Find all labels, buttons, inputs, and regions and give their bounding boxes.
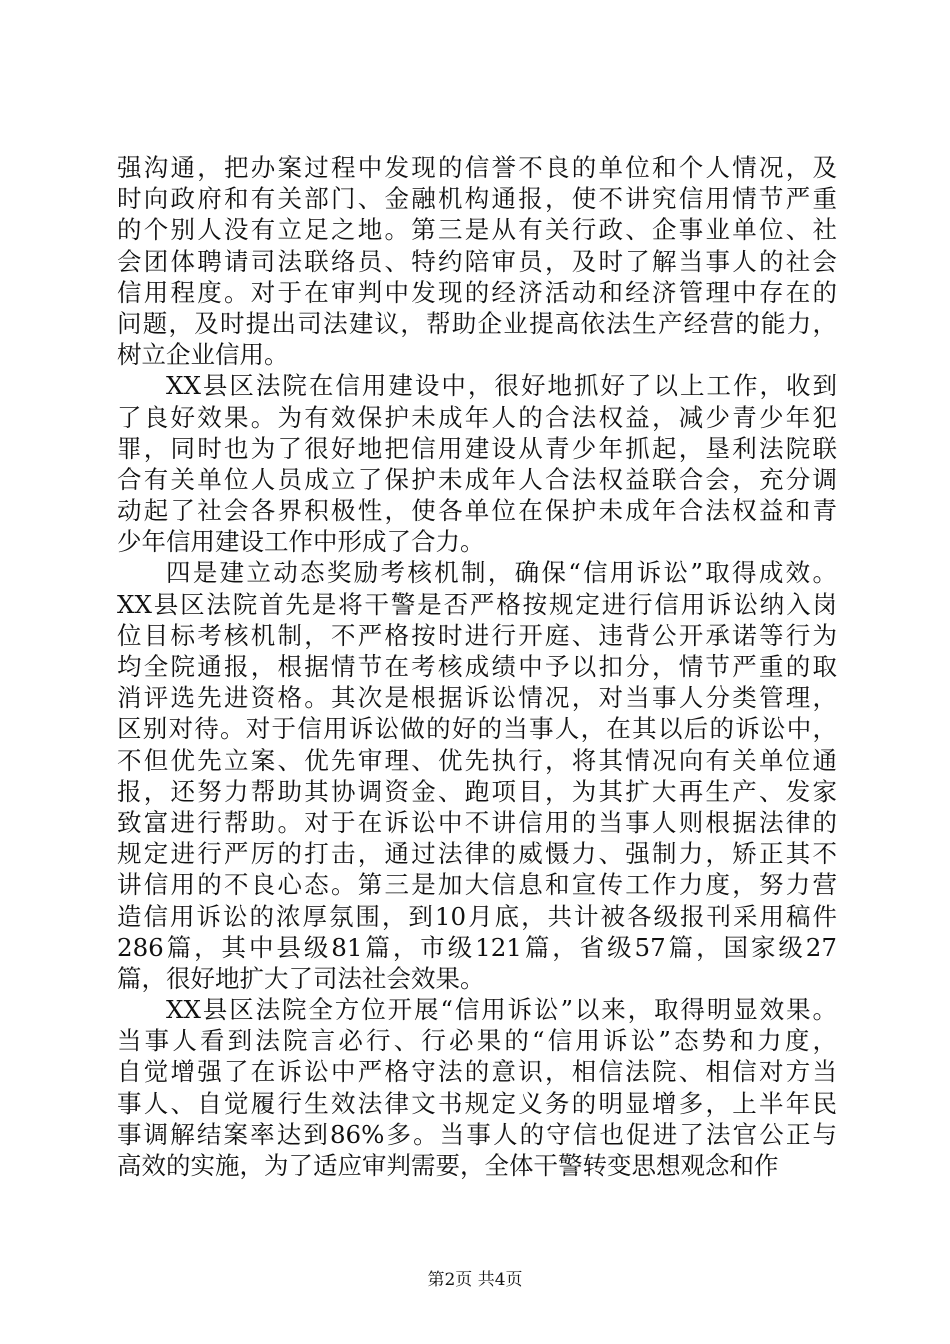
- text-line: 树立企业信用。: [117, 340, 289, 370]
- text-line: 报，还努力帮助其协调资金、跑项目，为其扩大再生产、发家: [117, 776, 837, 806]
- page-footer: [0, 1270, 950, 1290]
- text-line: 了良好效果。为有效保护未成年人的合法权益，减少青少年犯: [117, 402, 837, 432]
- paragraph: [117, 994, 837, 1181]
- paragraph: [117, 370, 837, 557]
- text-line: 区别对待。对于信用诉讼做的好的当事人，在其以后的诉讼中，: [117, 714, 837, 744]
- text-line: 自觉增强了在诉讼中严格守法的意识，相信法院、相信对方当: [117, 1057, 837, 1087]
- text-line: 位目标考核机制，不严格按时进行开庭、违背公开承诺等行为: [117, 620, 837, 650]
- text-line: 规定进行严厉的打击，通过法律的威慑力、强制力，矫正其不: [117, 839, 837, 869]
- text-line: 均全院通报，根据情节在考核成绩中予以扣分，情节严重的取: [117, 652, 837, 681]
- text-line: 会团体聘请司法联络员、特约陪审员，及时了解当事人的社会: [117, 246, 837, 276]
- text-line: 的个别人没有立足之地。第三是从有关行政、企事业单位、社: [117, 215, 837, 245]
- text-line: 致富进行帮助。对于在诉讼中不讲信用的当事人则根据法律的: [117, 807, 837, 837]
- text-line: 消评选先进资格。其次是根据诉讼情况，对当事人分类管理，: [117, 683, 837, 713]
- text-line: 四是建立动态奖励考核机制，确保“信用诉讼”取得成效。: [166, 558, 837, 588]
- text-line: 罪，同时也为了很好地把信用建设从青少年抓起，垦利法院联: [117, 433, 837, 463]
- text-line: 事调解结案率达到86%多。当事人的守信也促进了法官公正与: [117, 1119, 837, 1149]
- text-line: 讲信用的不良心态。第三是加大信息和宣传工作力度，努力营: [117, 870, 837, 900]
- text-line: 时向政府和有关部门、金融机构通报，使不讲究信用情节严重: [117, 184, 837, 214]
- text-line: 事人、自觉履行生效法律文书规定义务的明显增多，上半年民: [117, 1088, 837, 1118]
- text-line: 当事人看到法院言必行、行必果的“信用诉讼”态势和力度，: [117, 1026, 837, 1056]
- text-line: 286篇，其中县级81篇，市级121篇，省级57篇，国家级27: [117, 932, 837, 962]
- text-line: 篇，很好地扩大了司法社会效果。: [117, 963, 485, 993]
- text-line: XX县区法院在信用建设中，很好地抓好了以上工作，收到: [166, 371, 837, 401]
- text-line: 动起了社会各界积极性，使各单位在保护未成年合法权益和青: [117, 496, 837, 526]
- text-line: 问题，及时提出司法建议，帮助企业提高依法生产经营的能力，: [117, 308, 837, 338]
- page-number-label: 第2页 共4页: [427, 1270, 523, 1290]
- paragraph: [117, 557, 837, 994]
- text-line: 合有关单位人员成立了保护未成年人合法权益联合会，充分调: [117, 464, 837, 494]
- text-line: 高效的实施，为了适应审判需要，全体干警转变思想观念和作: [117, 1151, 779, 1180]
- text-line: XX县区法院首先是将干警是否严格按规定进行信用诉讼纳入岗: [117, 589, 837, 619]
- document-body: [117, 152, 837, 1181]
- text-line: 信用程度。对于在审判中发现的经济活动和经济管理中存在的: [117, 277, 837, 307]
- text-line: 造信用诉讼的浓厚氛围，到10月底，共计被各级报刊采用稿件: [117, 901, 837, 931]
- text-line: 不但优先立案、优先审理、优先执行，将其情况向有关单位通: [117, 745, 837, 775]
- text-line: XX县区法院全方位开展“信用诉讼”以来，取得明显效果。: [166, 995, 837, 1025]
- paragraph: [117, 152, 837, 370]
- text-line: 强沟通，把办案过程中发现的信誉不良的单位和个人情况，及: [117, 153, 837, 182]
- text-line: 少年信用建设工作中形成了合力。: [117, 527, 485, 557]
